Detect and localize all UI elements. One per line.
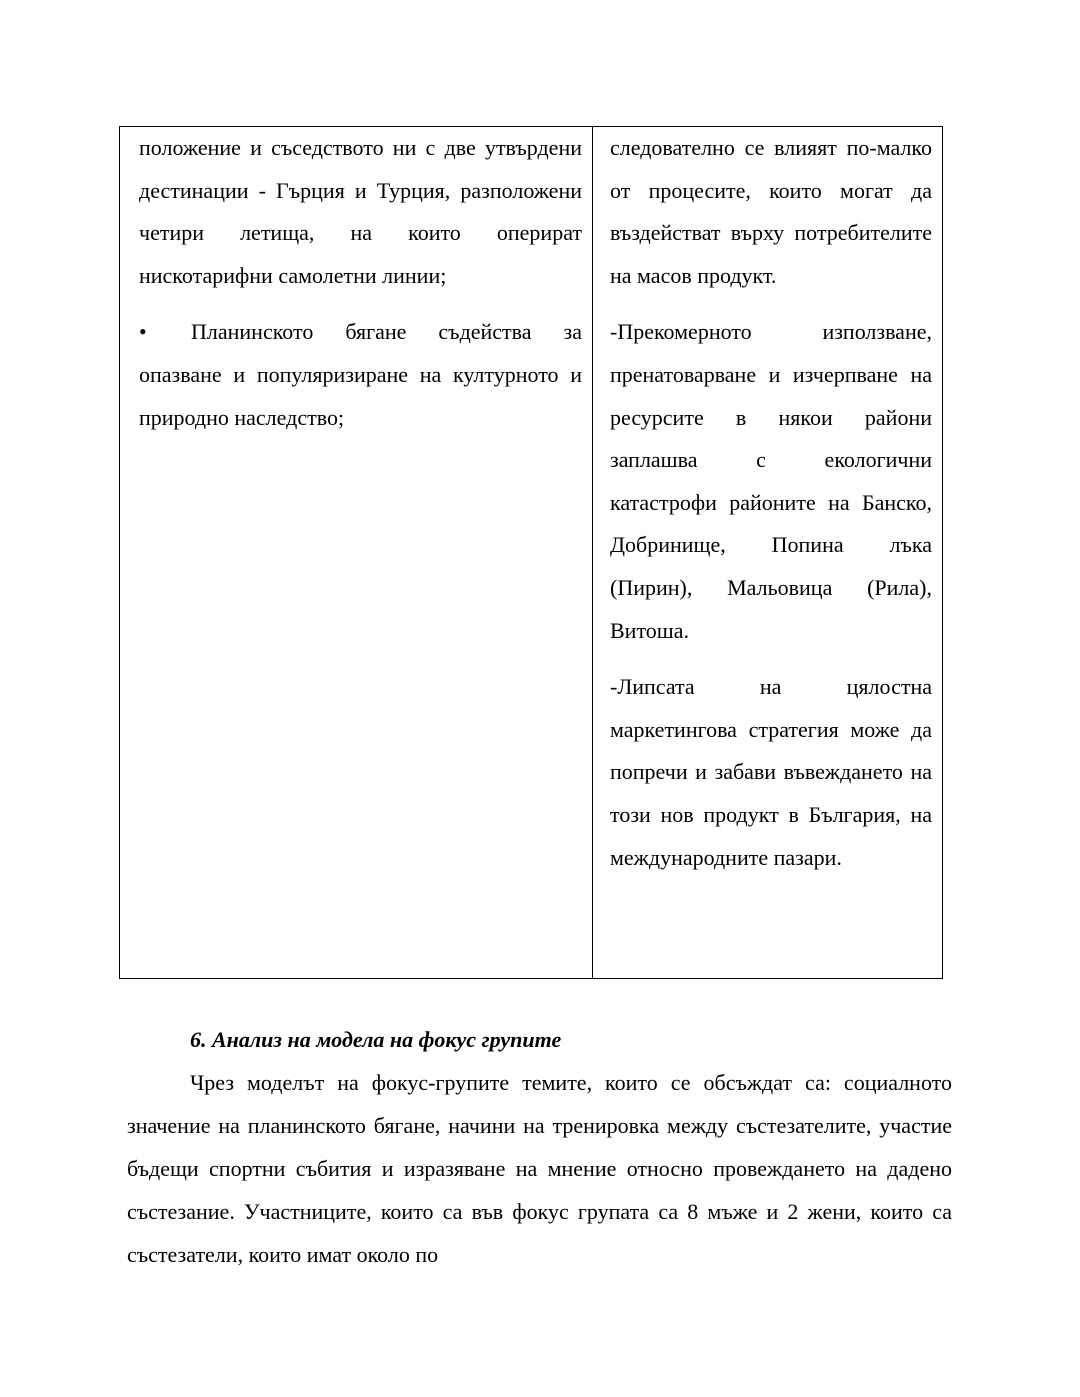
left-paragraph-1: положение и съседството ни с две утвърдени дестинации - Гърция и Турция, разположени четири летища, на които оперират нискотарифни самолетни линии; [139,135,582,288]
table-row [120,127,943,979]
right-paragraph-2: -Прекомерното използване, пренатоварване и изчерпване на ресурсите в някои райони заплашва с екологични катастрофи районите на Банско, Добринище, Попина лъка (Пирин), Мальовица (Рила), Витоша. [610,319,932,643]
section-body-paragraph: Чрез моделът на фокус-групите темите, които се обсъждат са: социалното значение на планинското бягане, начини на тренировка между състезателите, участие бъдещи спортни събития и изразяване на мнение относно провеждането на дадено състезание. Участниците, които са във фокус групата са 8 мъже и 2 жени, които са състезатели, които имат около по [127,1070,952,1267]
left-bullet-item [139,311,582,439]
left-paragraph-2: Планинското бягане съдейства за опазване и популяризиране на културното и природно наследство; [139,319,582,430]
section-heading: 6. Анализ на модела на фокус групите [190,1027,562,1052]
table-cell-right [593,127,943,979]
right-paragraph-3: -Липсата на цялостна маркетингова стратегия може да попречи и забави въвеждането на този нов продукт в България, на международните пазари. [610,674,932,870]
right-paragraph-1: следователно се влияят по-малко от процесите, които могат да въздействат върху потребителите на масов продукт. [610,135,932,288]
table-cell-left [120,127,593,979]
bullet-icon: • [139,319,147,345]
left-cell-text [139,127,582,439]
swot-table [119,126,943,979]
right-cell-text [610,127,932,879]
